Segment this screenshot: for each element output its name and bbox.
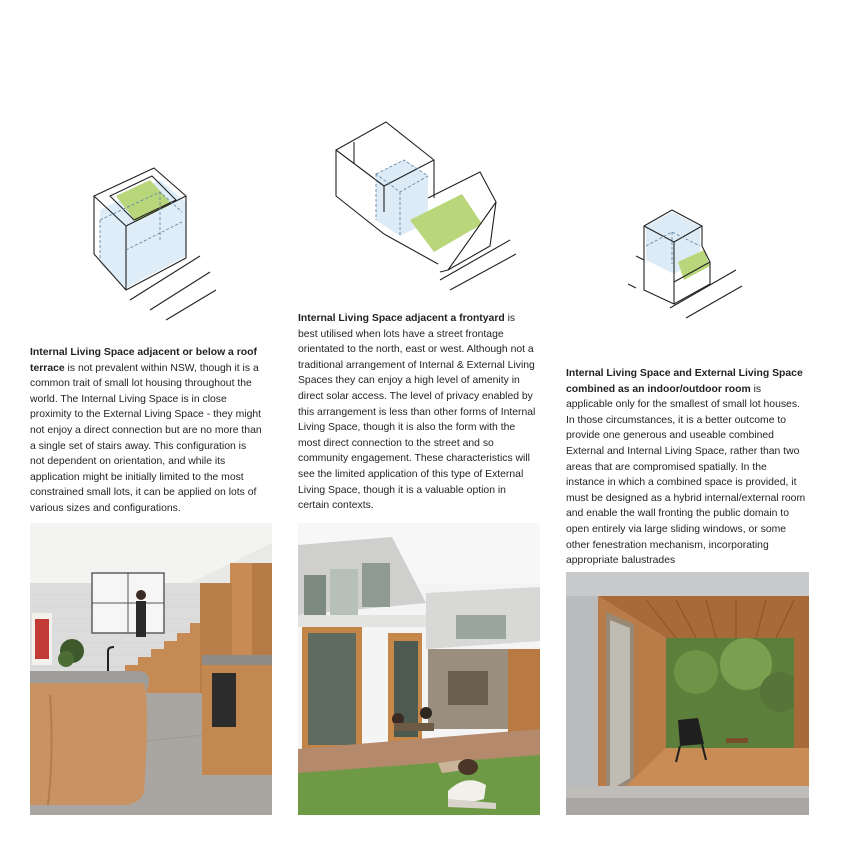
roof-terrace-sketch (70, 160, 220, 330)
frontyard-body: is best utilised when lots have a street frontage orientated to the north, east or west. Although not a traditional arrangement of Internal & External Living Spaces they can enjoy a high level of amenity in direct solar access. The level of privacy enabled by this arrangement is less than other forms of Internal Living Space, though it is also the form with the most direct connection to the street and so community engagement. These characteristics will see the limited application of this type of External Living Space, though it is a valuable option in certain contexts. (298, 313, 536, 512)
kitchen-stair-photo (30, 523, 272, 815)
indoor-outdoor-body: is applicable only for the smallest of small lot houses. In those circumstances, it is a better outcome to provide one generous and useable combined External and Internal Living Space, rather than two areas that are compromised spatially. In the instance in which a combined space is provided, it must be designed as a hybrid internal/external room and enable the wall fronting the public domain to open entirely via large sliding windows, or some other fenestration mechanism, incorporating appropriate balustrades (566, 383, 806, 567)
frontyard-sketch (330, 112, 520, 302)
frontyard-heading: Internal Living Space adjacent a frontyard (298, 313, 505, 324)
roof-terrace-heading: Internal Living Space adjacent or below a roof terrace (30, 347, 257, 374)
indoor-outdoor-room-photo (566, 572, 809, 815)
courtyard-house-photo (298, 523, 540, 815)
frontyard-description (298, 311, 536, 514)
roof-terrace-description (30, 345, 262, 517)
indoor-outdoor-room-sketch (626, 204, 746, 324)
roof-terrace-body: is not prevalent within NSW, though it is a common trait of small lot housing throughout the world. The Internal Living Space is in close proximity to the External Living Space - they might not enjoy a direct connection but are no more than a single set of stairs away. This configuration is not dependent on orientation, and while its application might be initially limited to the most constrained small lots, it can be applied on lots of various sizes and configurations. (30, 362, 262, 514)
indoor-outdoor-heading: Internal Living Space and External Living Space combined as an indoor/outdoor room (566, 368, 803, 395)
indoor-outdoor-description (566, 366, 806, 569)
